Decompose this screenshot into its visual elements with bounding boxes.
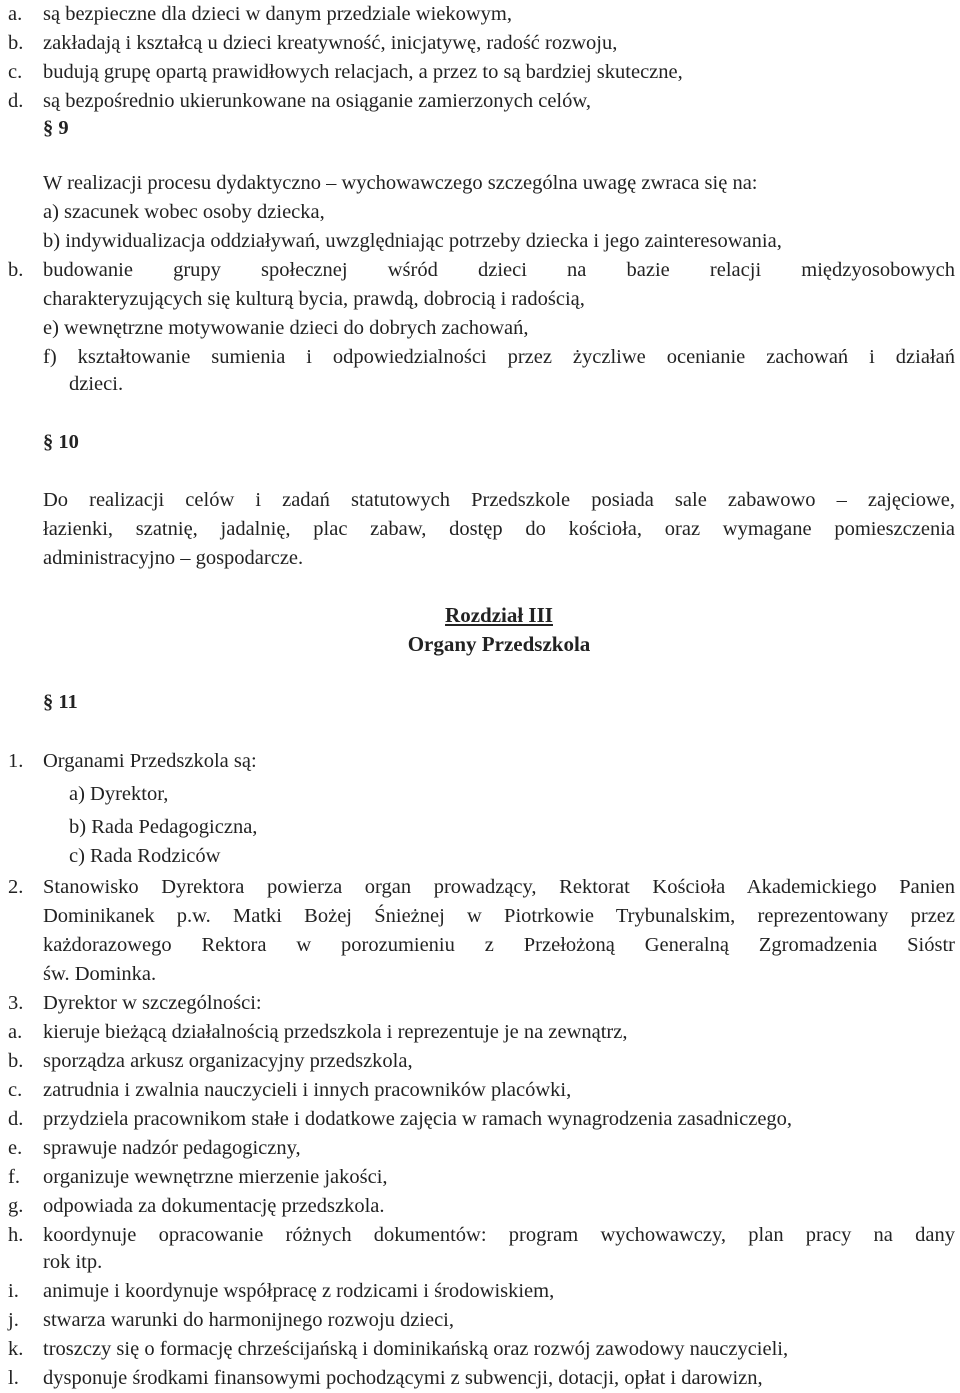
list-label: b.: [8, 1050, 24, 1072]
list-item: sporządza arkusz organizacyjny przedszkola,: [43, 1050, 413, 1072]
section-9-item-a: a) szacunek wobec osoby dziecka,: [43, 201, 325, 223]
list-label: k.: [8, 1338, 24, 1360]
list-item: troszczy się o formację chrześcijańską i dominikańską oraz rozwój zawodowy nauczycieli,: [43, 1338, 789, 1360]
list-label: b.: [8, 32, 24, 54]
list-item: animuje i koordynuje współpracę z rodzicami i środowiskiem,: [43, 1280, 555, 1302]
section-9-intro: W realizacji procesu dydaktyczno – wychowawczego szczególna uwagę zwraca się na:: [43, 172, 758, 194]
list-label: j.: [8, 1309, 19, 1331]
organ-item: b) Rada Pedagogiczna,: [69, 816, 258, 838]
section-9-item-f-line1: f) kształtowanie sumienia i odpowiedzialności przez życzliwe ocenianie zachowań i działań: [43, 346, 955, 368]
list-item: dysponuje środkami finansowymi pochodzącymi z subwencji, dotacji, opłat i darowizn,: [43, 1367, 763, 1389]
list-item: budują grupę opartą prawidłowych relacjach, a przez to są bardziej skuteczne,: [43, 61, 683, 83]
list-item: zakładają i kształcą u dzieci kreatywność, inicjatywę, radość rozwoju,: [43, 32, 618, 54]
section-10-line2: łazienki, szatnię, jadalnię, plac zabaw, dostęp do kościoła, oraz wymagane pomieszczenia: [43, 518, 955, 540]
section-11-p2-line3: każdorazowego Rektora w porozumieniu z Przełożoną Generalną Zgromadzenia Sióstr: [43, 934, 955, 956]
list-label: f.: [8, 1166, 20, 1188]
list-label: b.: [8, 259, 24, 281]
list-item: koordynuje opracowanie różnych dokumentów: program wychowawczy, plan pracy na dany: [43, 1224, 955, 1246]
section-11-p3: Dyrektor w szczególności:: [43, 992, 262, 1014]
section-9-item-e: e) wewnętrzne motywowanie dzieci do dobrych zachowań,: [43, 317, 529, 339]
organ-item: a) Dyrektor,: [69, 783, 169, 805]
list-label: g.: [8, 1195, 24, 1217]
list-item: sprawuje nadzór pedagogiczny,: [43, 1137, 301, 1159]
list-item: organizuje wewnętrzne mierzenie jakości,: [43, 1166, 388, 1188]
list-label: c.: [8, 61, 23, 83]
list-item-continuation: rok itp.: [43, 1251, 103, 1273]
section-11-p2-line1: Stanowisko Dyrektora powierza organ prowadzący, Rektorat Kościoła Akademickiego Panien: [43, 876, 955, 898]
section-heading-10: § 10: [43, 431, 79, 453]
list-item: stwarza warunki do harmonijnego rozwoju dzieci,: [43, 1309, 455, 1331]
list-item: kieruje bieżącą działalnością przedszkola i reprezentuje je na zewnątrz,: [43, 1021, 628, 1043]
list-label: 3.: [8, 992, 24, 1014]
section-11-p2-line2: Dominikanek p.w. Matki Bożej Śnieżnej w Piotrkowie Trybunalskim, reprezentowany przez: [43, 905, 955, 927]
list-label: c.: [8, 1079, 23, 1101]
chapter-number: [0, 601, 960, 629]
section-heading-9: § 9: [43, 117, 69, 139]
list-item: przydziela pracownikom stałe i dodatkowe zajęcia w ramach wynagrodzenia zasadniczego,: [43, 1108, 793, 1130]
section-11-p2-line4: św. Dominka.: [43, 963, 157, 985]
list-label: h.: [8, 1224, 24, 1246]
list-label: d.: [8, 90, 24, 112]
list-label: e.: [8, 1137, 23, 1159]
list-item: są bezpieczne dla dzieci w danym przedziale wiekowym,: [43, 3, 513, 25]
chapter-number-text: Rozdział III: [445, 603, 553, 627]
list-label: a.: [8, 3, 23, 25]
section-10-line3: administracyjno – gospodarcze.: [43, 547, 304, 569]
list-label: a.: [8, 1021, 23, 1043]
list-label: 2.: [8, 876, 24, 898]
organ-item: c) Rada Rodziców: [69, 845, 221, 867]
list-item: odpowiada za dokumentację przedszkola.: [43, 1195, 385, 1217]
section-9-item-b: b) indywidualizacja oddziaływań, uwzględniając potrzeby dziecka i jego zainteresowania,: [43, 230, 782, 252]
section-9-item-c-line2: charakteryzujących się kulturą bycia, prawdą, dobrocią i radością,: [43, 288, 585, 310]
section-9-item-f-line2: dzieci.: [69, 373, 124, 395]
section-heading-11: § 11: [43, 691, 78, 713]
list-item: są bezpośrednio ukierunkowane na osiąganie zamierzonych celów,: [43, 90, 591, 112]
section-11-p1: Organami Przedszkola są:: [43, 750, 257, 772]
list-label: 1.: [8, 750, 24, 772]
list-label: l.: [8, 1367, 19, 1389]
list-label: d.: [8, 1108, 24, 1130]
chapter-title: Organy Przedszkola: [407, 632, 591, 656]
list-label: i.: [8, 1280, 19, 1302]
list-item: zatrudnia i zwalnia nauczycieli i innych pracowników placówki,: [43, 1079, 572, 1101]
section-10-line1: Do realizacji celów i zadań statutowych Przedszkole posiada sale zabawowo – zajęciowe,: [43, 489, 955, 511]
section-9-item-c-line1: budowanie grupy społecznej wśród dzieci na bazie relacji międzyosobowych: [43, 259, 955, 281]
